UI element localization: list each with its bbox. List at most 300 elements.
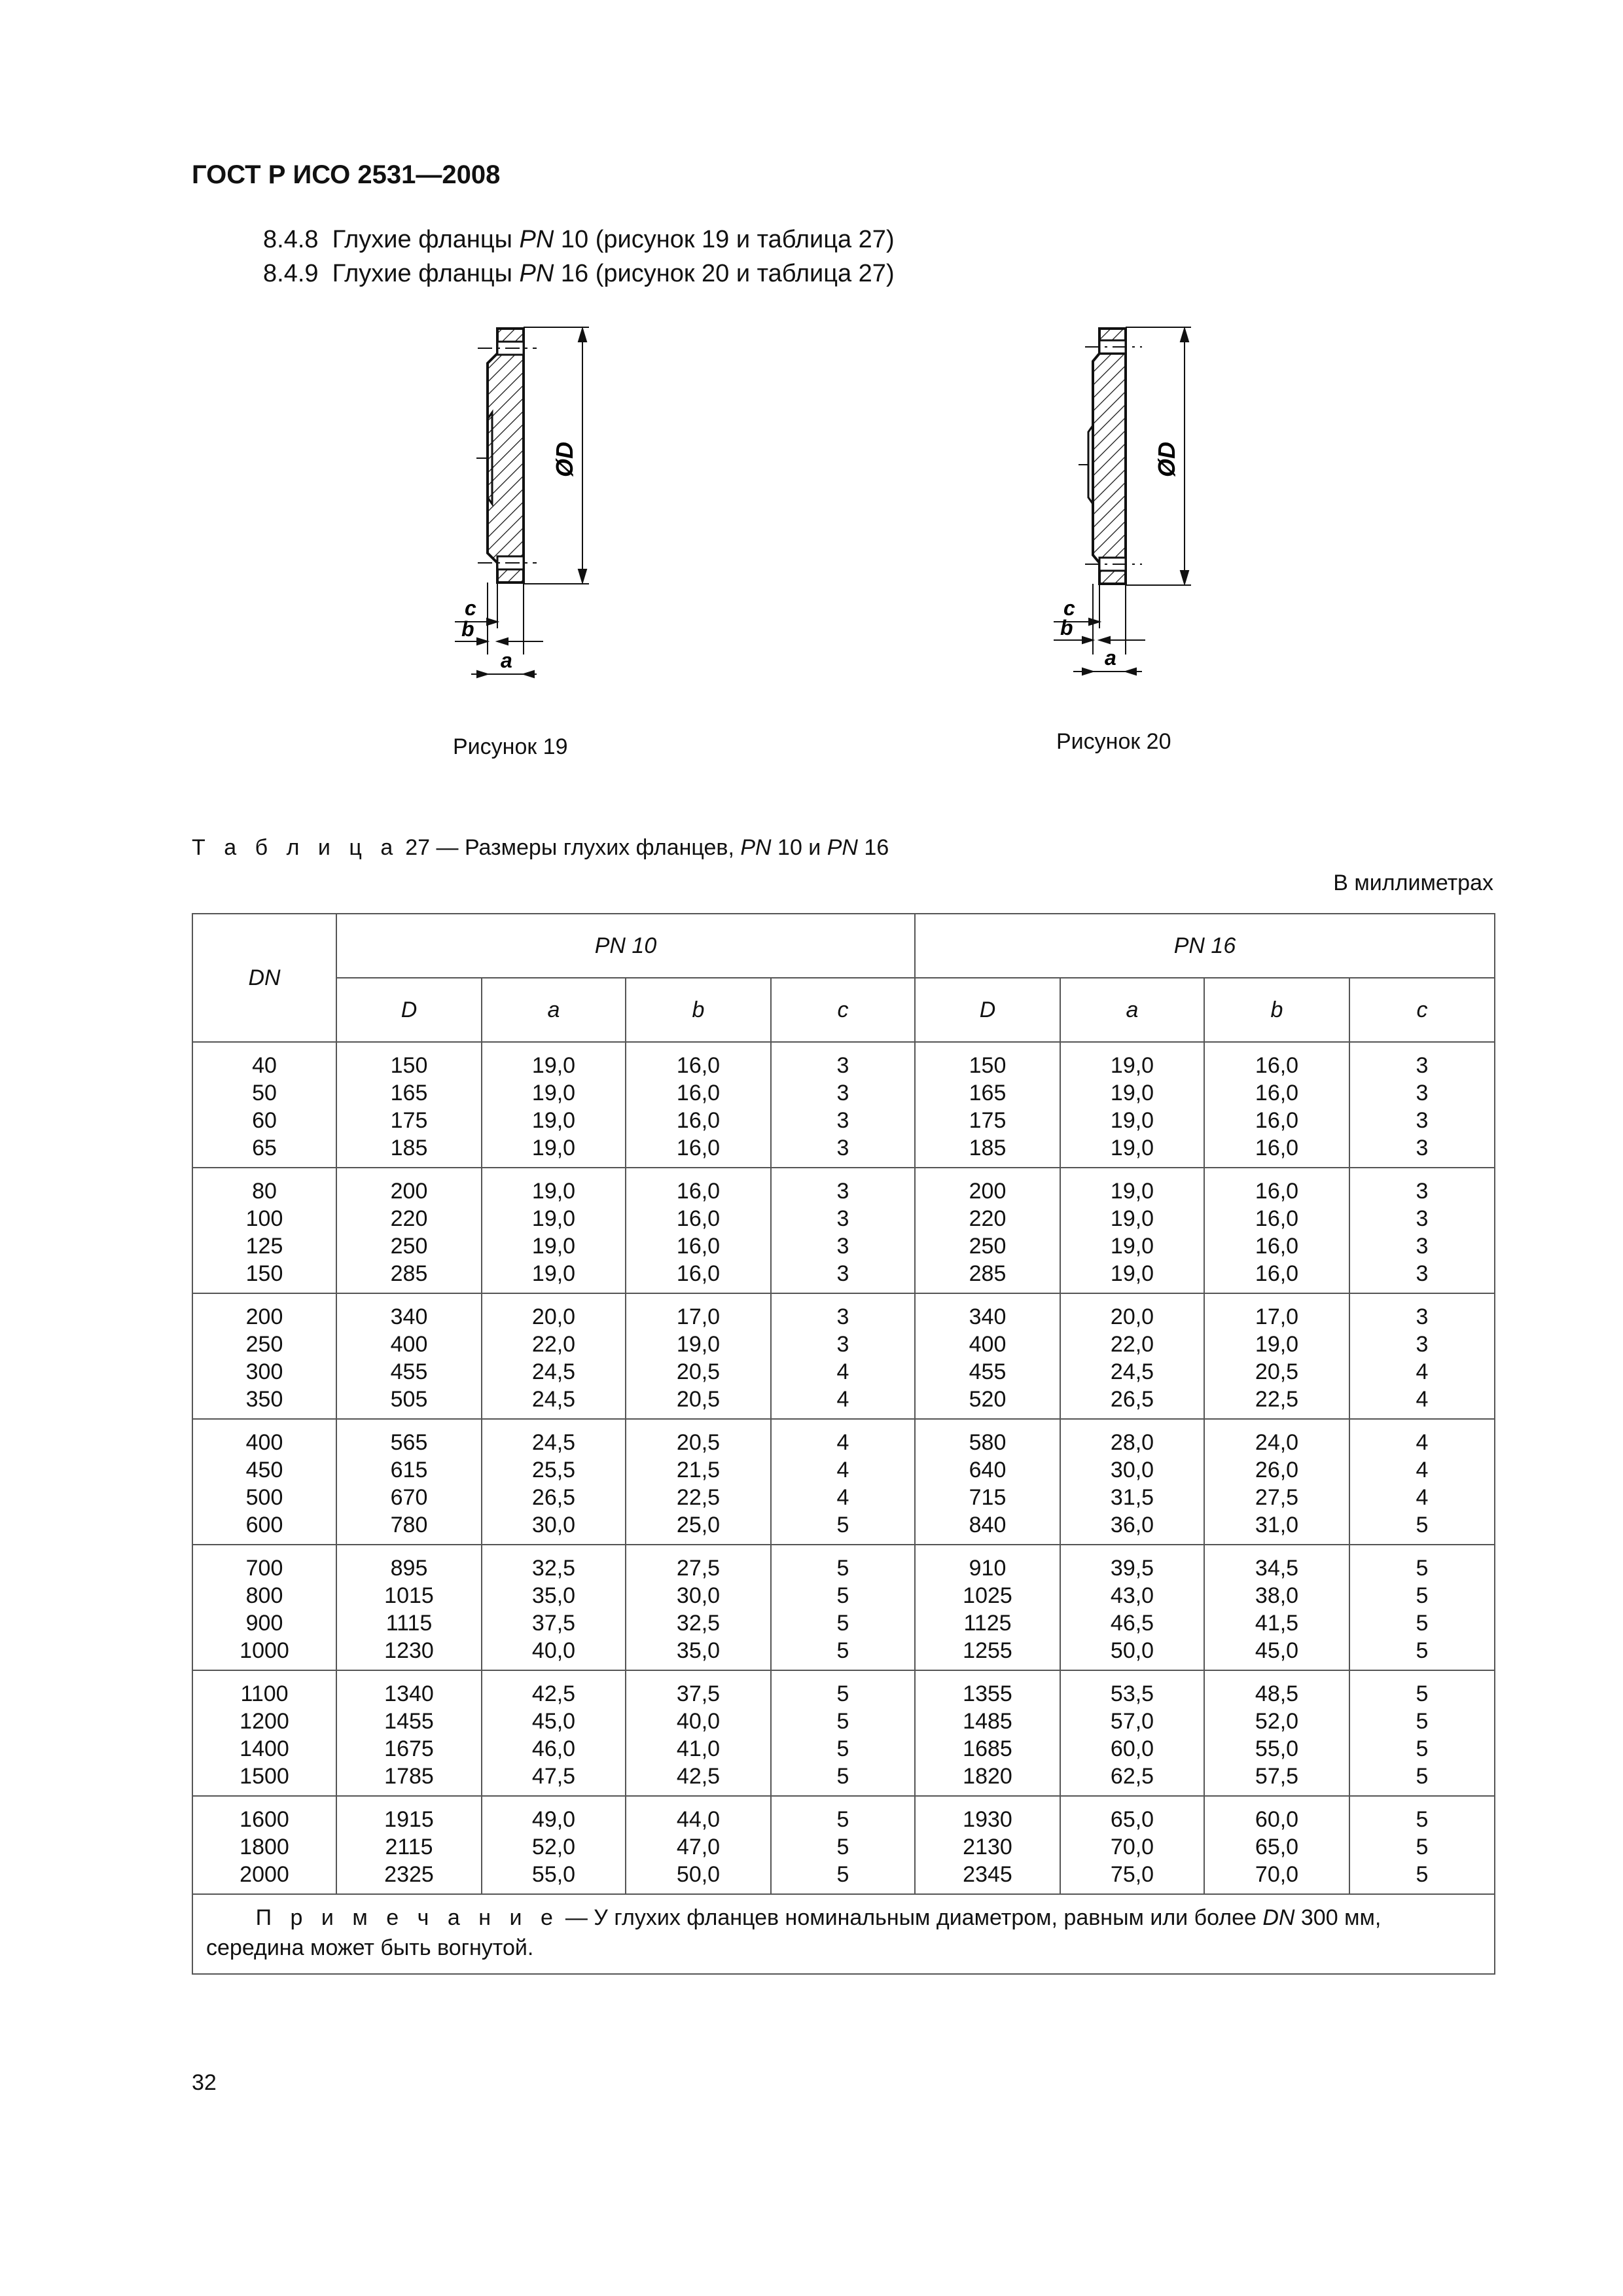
cell-value: 20,0 xyxy=(531,1304,576,1329)
cell-value: 3 xyxy=(1416,1261,1429,1286)
cell-value: 4 xyxy=(836,1430,849,1455)
cell-value: 3 xyxy=(836,1136,849,1160)
cell-value: 1015 xyxy=(384,1583,434,1608)
cell-value: 20,5 xyxy=(1255,1359,1299,1384)
a-label: a xyxy=(501,649,512,672)
cell-value: 50,0 xyxy=(1110,1638,1154,1663)
table-cell xyxy=(482,1545,626,1670)
cell-value: 1915 xyxy=(384,1807,434,1832)
page-number: 32 xyxy=(192,2070,217,2095)
cell-value: 400 xyxy=(969,1332,1007,1357)
figure-19-drawing xyxy=(432,308,615,700)
cell-value: 5 xyxy=(1416,1736,1429,1761)
table-cell xyxy=(771,1796,915,1894)
cell-value: 5 xyxy=(1416,1638,1429,1663)
cell-value: 55,0 xyxy=(531,1862,576,1887)
cell-value: 500 xyxy=(245,1485,283,1510)
table-cell xyxy=(1349,1670,1495,1796)
table-cell xyxy=(1060,1419,1204,1545)
cell-value: 5 xyxy=(1416,1611,1429,1636)
cell-value: 37,5 xyxy=(676,1681,721,1706)
cell-value: 165 xyxy=(969,1081,1007,1105)
table-cell xyxy=(482,1042,626,1168)
flange-section xyxy=(488,329,524,583)
cell-value: 615 xyxy=(390,1458,428,1482)
cell-value: 26,5 xyxy=(531,1485,576,1510)
cell-value: 3 xyxy=(1416,1179,1429,1204)
cell-value: 16,0 xyxy=(676,1108,721,1133)
cell-value: 75,0 xyxy=(1110,1862,1154,1887)
column-header-d-pn10: D xyxy=(336,978,482,1042)
cell-value: 1800 xyxy=(240,1835,289,1859)
table-cell xyxy=(1060,1168,1204,1293)
cell-value: 1600 xyxy=(240,1807,289,1832)
table-cell xyxy=(915,1545,1060,1670)
cell-value: 640 xyxy=(969,1458,1007,1482)
cell-value: 16,0 xyxy=(676,1234,721,1259)
cell-value: 16,0 xyxy=(676,1179,721,1204)
cell-value: 60 xyxy=(252,1108,277,1133)
cell-value: 350 xyxy=(245,1387,283,1412)
table-cell xyxy=(771,1545,915,1670)
cell-value: 2325 xyxy=(384,1862,434,1887)
cell-value: 220 xyxy=(390,1206,428,1231)
cell-value: 47,5 xyxy=(531,1764,576,1789)
cell-value: 5 xyxy=(836,1764,849,1789)
cell-value: 45,0 xyxy=(1255,1638,1299,1663)
cell-value: 4 xyxy=(836,1359,849,1384)
cell-value: 35,0 xyxy=(531,1583,576,1608)
cell-value: 150 xyxy=(390,1053,428,1078)
table-cell xyxy=(626,1042,771,1168)
cell-value: 285 xyxy=(969,1261,1007,1286)
clause-text: Глухие фланцы xyxy=(332,226,520,253)
cell-value: 3 xyxy=(836,1108,849,1133)
cell-value: 2130 xyxy=(963,1835,1012,1859)
cell-value: 580 xyxy=(969,1430,1007,1455)
cell-value: 50 xyxy=(252,1081,277,1105)
cell-value: 910 xyxy=(969,1556,1007,1581)
table-cell xyxy=(192,1042,336,1168)
cell-value: 300 xyxy=(245,1359,283,1384)
cell-value: 5 xyxy=(836,1807,849,1832)
cell-value: 4 xyxy=(836,1387,849,1412)
table-cell xyxy=(192,1293,336,1419)
table-cell xyxy=(626,1168,771,1293)
cell-value: 3 xyxy=(836,1234,849,1259)
cell-value: 400 xyxy=(390,1332,428,1357)
cell-value: 5 xyxy=(1416,1681,1429,1706)
cell-value: 250 xyxy=(969,1234,1007,1259)
cell-value: 1255 xyxy=(963,1638,1012,1663)
cell-value: 5 xyxy=(1416,1556,1429,1581)
cell-value: 185 xyxy=(390,1136,428,1160)
column-header-b-pn10: b xyxy=(626,978,771,1042)
cell-value: 4 xyxy=(1416,1485,1429,1510)
cell-value: 780 xyxy=(390,1513,428,1537)
table-note xyxy=(192,1894,1495,1974)
cell-value: 165 xyxy=(390,1081,428,1105)
cell-value: 24,0 xyxy=(1255,1430,1299,1455)
cell-value: 19,0 xyxy=(1110,1081,1154,1105)
cell-value: 34,5 xyxy=(1255,1556,1299,1581)
cell-value: 19,0 xyxy=(1110,1234,1154,1259)
cell-value: 16,0 xyxy=(1255,1081,1299,1105)
cell-value: 65,0 xyxy=(1110,1807,1154,1832)
cell-value: 65 xyxy=(252,1136,277,1160)
cell-value: 175 xyxy=(969,1108,1007,1133)
table-cell xyxy=(626,1796,771,1894)
cell-value: 250 xyxy=(390,1234,428,1259)
cell-value: 19,0 xyxy=(531,1081,576,1105)
cell-value: 340 xyxy=(969,1304,1007,1329)
cell-value: 17,0 xyxy=(1255,1304,1299,1329)
cell-value: 5 xyxy=(836,1736,849,1761)
cell-value: 21,5 xyxy=(676,1458,721,1482)
cell-value: 250 xyxy=(245,1332,283,1357)
table-cell xyxy=(1204,1670,1349,1796)
table-cell xyxy=(1060,1670,1204,1796)
cell-value: 55,0 xyxy=(1255,1736,1299,1761)
clause-text: Глухие фланцы xyxy=(332,260,520,287)
cell-value: 38,0 xyxy=(1255,1583,1299,1608)
table-title xyxy=(192,835,889,861)
cell-value: 16,0 xyxy=(676,1136,721,1160)
column-group-pn16: PN 16 xyxy=(915,914,1495,978)
cell-value: 24,5 xyxy=(531,1430,576,1455)
table-cell xyxy=(1349,1293,1495,1419)
table-cell xyxy=(192,1168,336,1293)
table-cell xyxy=(482,1419,626,1545)
cell-value: 16,0 xyxy=(676,1206,721,1231)
cell-value: 1000 xyxy=(240,1638,289,1663)
cell-value: 200 xyxy=(390,1179,428,1204)
cell-value: 22,5 xyxy=(676,1485,721,1510)
cell-value: 1200 xyxy=(240,1709,289,1734)
cell-value: 800 xyxy=(245,1583,283,1608)
table-cell xyxy=(336,1168,482,1293)
cell-value: 5 xyxy=(836,1638,849,1663)
table-cell xyxy=(482,1168,626,1293)
cell-value: 2115 xyxy=(385,1835,433,1859)
cell-value: 40 xyxy=(252,1053,277,1078)
column-header-dn: DN xyxy=(192,914,336,1042)
clause-8-4-9 xyxy=(263,260,895,288)
table-cell xyxy=(771,1670,915,1796)
table-cell xyxy=(915,1670,1060,1796)
cell-value: 1485 xyxy=(963,1709,1012,1734)
cell-value: 52,0 xyxy=(1255,1709,1299,1734)
cell-value: 19,0 xyxy=(1255,1332,1299,1357)
cell-value: 5 xyxy=(1416,1513,1429,1537)
table-title-text: 27 — Размеры глухих фланцев, xyxy=(399,835,741,860)
table-row-group xyxy=(192,1042,1495,1168)
note-text: — У глухих фланцев номинальным диаметром, равным или более xyxy=(559,1905,1263,1930)
table-cell xyxy=(1204,1293,1349,1419)
cell-value: 5 xyxy=(1416,1807,1429,1832)
table-row-group xyxy=(192,1168,1495,1293)
b-label: b xyxy=(461,617,474,641)
cell-value: 3 xyxy=(1416,1136,1429,1160)
column-header-d-pn16: D xyxy=(915,978,1060,1042)
cell-value: 19,0 xyxy=(531,1261,576,1286)
table-cell xyxy=(336,1796,482,1894)
cell-value: 1785 xyxy=(384,1764,434,1789)
table-cell xyxy=(771,1168,915,1293)
cell-value: 5 xyxy=(836,1513,849,1537)
cell-value: 30,0 xyxy=(676,1583,721,1608)
table-cell xyxy=(482,1796,626,1894)
cell-value: 48,5 xyxy=(1255,1681,1299,1706)
cell-value: 1820 xyxy=(963,1764,1012,1789)
cell-value: 45,0 xyxy=(531,1709,576,1734)
cell-value: 26,0 xyxy=(1255,1458,1299,1482)
cell-value: 840 xyxy=(969,1513,1007,1537)
cell-value: 4 xyxy=(1416,1359,1429,1384)
c-label: c xyxy=(465,596,476,620)
table-row-group xyxy=(192,1293,1495,1419)
cell-value: 19,0 xyxy=(676,1332,721,1357)
table-cell xyxy=(482,1293,626,1419)
document-header: ГОСТ Р ИСО 2531—2008 xyxy=(192,160,501,189)
cell-value: 19,0 xyxy=(1110,1108,1154,1133)
clause-text-rest: 16 (рисунок 20 и таблица 27) xyxy=(554,260,895,287)
cell-value: 3 xyxy=(1416,1304,1429,1329)
cell-value: 60,0 xyxy=(1255,1807,1299,1832)
cell-value: 47,0 xyxy=(676,1835,721,1859)
cell-value: 57,5 xyxy=(1255,1764,1299,1789)
cell-value: 5 xyxy=(836,1611,849,1636)
cell-value: 1400 xyxy=(240,1736,289,1761)
cell-value: 32,5 xyxy=(676,1611,721,1636)
table-cell xyxy=(336,1042,482,1168)
cell-value: 16,0 xyxy=(1255,1136,1299,1160)
cell-value: 5 xyxy=(836,1709,849,1734)
flange-section xyxy=(1088,329,1126,584)
cell-value: 62,5 xyxy=(1110,1764,1154,1789)
table-cell xyxy=(192,1545,336,1670)
cell-value: 70,0 xyxy=(1255,1862,1299,1887)
cell-value: 25,0 xyxy=(676,1513,721,1537)
table-cell xyxy=(336,1670,482,1796)
cell-value: 3 xyxy=(836,1179,849,1204)
cell-value: 42,5 xyxy=(531,1681,576,1706)
clause-8-4-8 xyxy=(263,226,895,254)
cell-value: 3 xyxy=(836,1332,849,1357)
cell-value: 27,5 xyxy=(1255,1485,1299,1510)
cell-value: 4 xyxy=(1416,1458,1429,1482)
cell-value: 455 xyxy=(390,1359,428,1384)
table-cell xyxy=(1060,1042,1204,1168)
table-title-text: 10 и xyxy=(771,835,827,860)
cell-value: 340 xyxy=(390,1304,428,1329)
cell-value: 200 xyxy=(969,1179,1007,1204)
cell-value: 4 xyxy=(1416,1387,1429,1412)
table-cell xyxy=(1204,1419,1349,1545)
table-row-group xyxy=(192,1419,1495,1545)
cell-value: 24,5 xyxy=(1110,1359,1154,1384)
note-label: П р и м е ч а н и е xyxy=(255,1905,560,1930)
cell-value: 24,5 xyxy=(531,1387,576,1412)
cell-value: 1455 xyxy=(384,1709,434,1734)
figure-20-caption: Рисунок 20 xyxy=(1056,729,1171,754)
figure-19-caption: Рисунок 19 xyxy=(453,734,568,759)
table-cell xyxy=(1349,1168,1495,1293)
cell-value: 43,0 xyxy=(1110,1583,1154,1608)
cell-value: 150 xyxy=(969,1053,1007,1078)
cell-value: 35,0 xyxy=(676,1638,721,1663)
cell-value: 31,5 xyxy=(1110,1485,1154,1510)
table-cell xyxy=(192,1419,336,1545)
table-cell xyxy=(915,1293,1060,1419)
cell-value: 40,0 xyxy=(531,1638,576,1663)
table-cell xyxy=(192,1796,336,1894)
note-text-end: 300 мм, середина может быть вогнутой. xyxy=(206,1905,1382,1960)
cell-value: 32,5 xyxy=(531,1556,576,1581)
cell-value: 565 xyxy=(390,1430,428,1455)
cell-value: 80 xyxy=(252,1179,277,1204)
table-cell xyxy=(626,1545,771,1670)
table-title-pn: PN xyxy=(740,835,772,860)
cell-value: 19,0 xyxy=(1110,1261,1154,1286)
table-row-group xyxy=(192,1545,1495,1670)
cell-value: 3 xyxy=(1416,1081,1429,1105)
cell-value: 220 xyxy=(969,1206,1007,1231)
cell-value: 3 xyxy=(1416,1332,1429,1357)
clause-number: 8.4.8 xyxy=(263,226,319,253)
column-header-a-pn16: a xyxy=(1060,978,1204,1042)
cell-value: 31,0 xyxy=(1255,1513,1299,1537)
cell-value: 200 xyxy=(245,1304,283,1329)
cell-value: 150 xyxy=(245,1261,283,1286)
cell-value: 16,0 xyxy=(676,1081,721,1105)
cell-value: 41,0 xyxy=(676,1736,721,1761)
cell-value: 5 xyxy=(1416,1764,1429,1789)
cell-value: 1930 xyxy=(963,1807,1012,1832)
diameter-label: ØD xyxy=(551,442,578,477)
cell-value: 30,0 xyxy=(1110,1458,1154,1482)
cell-value: 24,5 xyxy=(531,1359,576,1384)
table-cell xyxy=(336,1419,482,1545)
table-cell xyxy=(915,1796,1060,1894)
table-label: Т а б л и ц а xyxy=(192,835,399,860)
cell-value: 3 xyxy=(1416,1234,1429,1259)
cell-value: 42,5 xyxy=(676,1764,721,1789)
cell-value: 26,5 xyxy=(1110,1387,1154,1412)
cell-value: 1500 xyxy=(240,1764,289,1789)
table-cell xyxy=(1349,1419,1495,1545)
cell-value: 2000 xyxy=(240,1862,289,1887)
cell-value: 20,5 xyxy=(676,1387,721,1412)
cell-value: 3 xyxy=(836,1304,849,1329)
cell-value: 53,5 xyxy=(1110,1681,1154,1706)
cell-value: 1230 xyxy=(384,1638,434,1663)
table-title-text: 16 xyxy=(857,835,889,860)
table-cell xyxy=(1349,1796,1495,1894)
table-cell xyxy=(1060,1293,1204,1419)
table-cell xyxy=(1349,1042,1495,1168)
table-cell xyxy=(1349,1545,1495,1670)
a-label: a xyxy=(1105,646,1116,670)
cell-value: 1675 xyxy=(384,1736,434,1761)
table-cell xyxy=(1204,1042,1349,1168)
table-cell xyxy=(915,1419,1060,1545)
cell-value: 4 xyxy=(836,1485,849,1510)
cell-value: 520 xyxy=(969,1387,1007,1412)
table-cell xyxy=(482,1670,626,1796)
table-cell xyxy=(192,1670,336,1796)
b-label: b xyxy=(1060,616,1073,639)
units-label: В миллиметрах xyxy=(1333,870,1493,895)
cell-value: 37,5 xyxy=(531,1611,576,1636)
cell-value: 22,5 xyxy=(1255,1387,1299,1412)
cell-value: 17,0 xyxy=(676,1304,721,1329)
cell-value: 175 xyxy=(390,1108,428,1133)
cell-value: 25,5 xyxy=(531,1458,576,1482)
cell-value: 1340 xyxy=(384,1681,434,1706)
cell-value: 27,5 xyxy=(676,1556,721,1581)
cell-value: 57,0 xyxy=(1110,1709,1154,1734)
column-group-pn10: PN 10 xyxy=(336,914,915,978)
table-cell xyxy=(336,1293,482,1419)
cell-value: 40,0 xyxy=(676,1709,721,1734)
cell-value: 20,5 xyxy=(676,1430,721,1455)
cell-value: 3 xyxy=(1416,1206,1429,1231)
cell-value: 5 xyxy=(1416,1835,1429,1859)
column-header-a-pn10: a xyxy=(482,978,626,1042)
column-header-c-pn16: c xyxy=(1349,978,1495,1042)
table-cell xyxy=(915,1042,1060,1168)
cell-value: 19,0 xyxy=(1110,1179,1154,1204)
cell-value: 895 xyxy=(390,1556,428,1581)
cell-value: 2345 xyxy=(963,1862,1012,1887)
table-cell xyxy=(1204,1796,1349,1894)
cell-value: 52,0 xyxy=(531,1835,576,1859)
diameter-label: ØD xyxy=(1153,442,1180,477)
cell-value: 20,0 xyxy=(1110,1304,1154,1329)
cell-value: 1115 xyxy=(385,1611,433,1636)
clause-pn: PN xyxy=(519,226,554,253)
cell-value: 28,0 xyxy=(1110,1430,1154,1455)
cell-value: 16,0 xyxy=(1255,1053,1299,1078)
cell-value: 455 xyxy=(969,1359,1007,1384)
note-dn: DN xyxy=(1262,1905,1295,1930)
cell-value: 20,5 xyxy=(676,1359,721,1384)
cell-value: 19,0 xyxy=(531,1136,576,1160)
table-cell xyxy=(1060,1545,1204,1670)
cell-value: 600 xyxy=(245,1513,283,1537)
cell-value: 16,0 xyxy=(676,1261,721,1286)
cell-value: 1685 xyxy=(963,1736,1012,1761)
cell-value: 70,0 xyxy=(1110,1835,1154,1859)
table-cell xyxy=(771,1042,915,1168)
cell-value: 19,0 xyxy=(1110,1136,1154,1160)
cell-value: 50,0 xyxy=(676,1862,721,1887)
cell-value: 46,0 xyxy=(531,1736,576,1761)
cell-value: 39,5 xyxy=(1110,1556,1154,1581)
cell-value: 65,0 xyxy=(1255,1835,1299,1859)
clause-text-rest: 10 (рисунок 19 и таблица 27) xyxy=(554,226,895,253)
cell-value: 5 xyxy=(836,1556,849,1581)
cell-value: 5 xyxy=(836,1681,849,1706)
cell-value: 36,0 xyxy=(1110,1513,1154,1537)
table-cell xyxy=(771,1419,915,1545)
column-header-c-pn10: c xyxy=(771,978,915,1042)
cell-value: 41,5 xyxy=(1255,1611,1299,1636)
cell-value: 19,0 xyxy=(1110,1053,1154,1078)
clause-pn: PN xyxy=(519,260,554,287)
cell-value: 22,0 xyxy=(531,1332,576,1357)
